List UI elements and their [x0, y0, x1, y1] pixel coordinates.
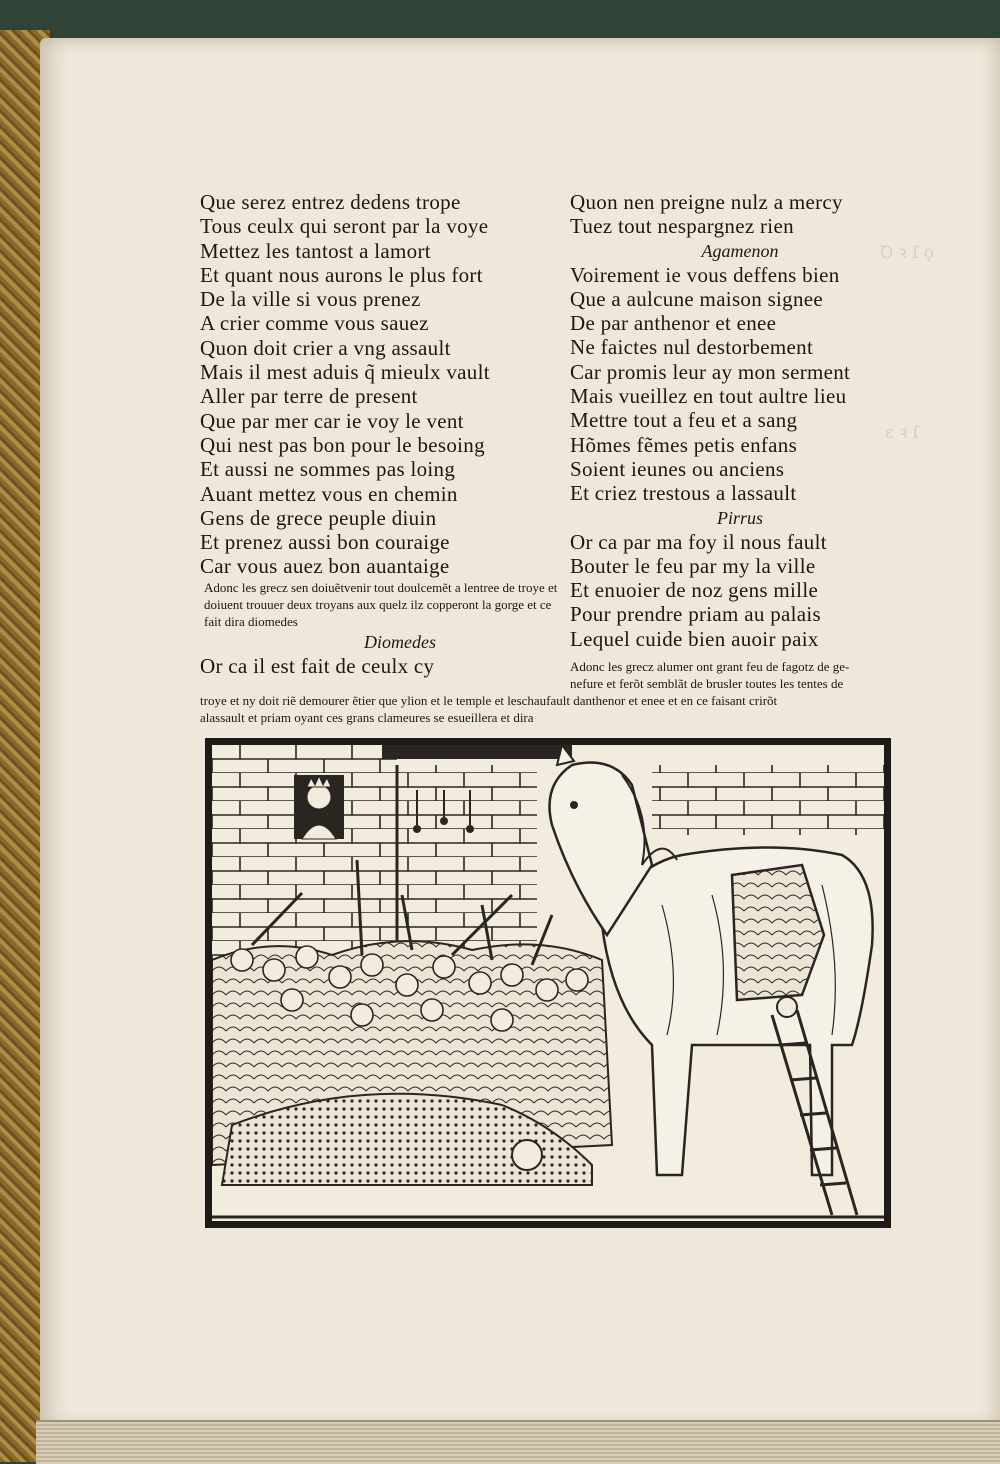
verse-line: Lequel cuide bien auoir paix — [570, 626, 819, 651]
stage-direction-wide — [200, 658, 930, 726]
verse-line: Aller par terre de present — [200, 384, 418, 409]
stage-line: troye et ny doit riẽ demourer ẽtier que ylion et le temple et leschaufault danthenor et enee et en ce faisant crirõt — [200, 693, 778, 708]
verse-line: Que a aulcune maison signee — [570, 286, 824, 311]
verse-line: Quon nen preigne nulz a mercy — [570, 190, 843, 214]
verse-line: Auant mettez vous en chemin — [200, 481, 458, 506]
verse-line: Car promis leur ay mon serment — [570, 359, 851, 384]
verse-line: Bouter le feu par my la ville — [570, 553, 816, 578]
page-edges — [36, 1420, 1000, 1464]
stage-line: Adonc les grecz alumer ont grant feu de fagotz de ge- — [570, 659, 850, 674]
descending-soldier — [777, 997, 797, 1017]
verse-line: De la ville si vous prenez — [200, 287, 421, 312]
bleed-through-text: ɛ ꝛ ſ — [885, 423, 919, 443]
speaker-name-pirrus: Pirrus — [716, 507, 763, 528]
verse-line: Or ca par ma foy il nous fault — [570, 529, 827, 554]
verse-line: Quon doit crier a vng assault — [200, 335, 451, 360]
verse-line: Que par mer car ie voy le vent — [200, 408, 464, 433]
verse-line: Tous ceulx qui seront par la voye — [200, 214, 489, 239]
verse-line: Et enuoier de noz gens mille — [570, 578, 819, 603]
verse-line: Soient ieunes ou anciens — [570, 456, 785, 481]
king-priam-figure — [307, 785, 331, 809]
verse-line: Et aussi ne sommes pas loing — [200, 457, 456, 482]
stage-direction: Adonc les grecz sen doiuẽtvenir tout doulcemẽt a lentree de troye et doiuent trouuer deux troyans aux quelz ilz copperont la gorge et ce fait dira diomedes — [204, 579, 558, 629]
verse-line: Mettre tout a feu et a sang — [570, 408, 798, 433]
left-column — [200, 190, 560, 678]
verse-line: Car vous auez bon auantaige — [200, 554, 450, 579]
verse-line: Et prenez aussi bon couraige — [200, 530, 450, 555]
verse-line: Qui nest pas bon pour le besoing — [200, 432, 485, 457]
verse-line: Pour prendre priam au palais — [570, 602, 821, 627]
woodcut-illustration — [205, 738, 891, 1228]
speaker-name-diomedes: Diomedes — [364, 631, 436, 652]
verse-line: Gens de grece peuple diuin — [200, 505, 437, 530]
stage-line: alassault et priam oyant ces grans clameures se esueillera et dira — [200, 710, 534, 725]
verse-line: De par anthenor et enee — [570, 311, 777, 336]
verse-line: Tuez tout nespargnez rien — [570, 214, 794, 239]
stage-line: nefure et ferõt semblãt de brusler toutes les tentes de — [570, 676, 844, 691]
verse-line: A crier comme vous sauez — [200, 311, 429, 336]
verse-line: Mais vueillez en tout aultre lieu — [570, 384, 847, 409]
verse-line: Hõmes fẽmes petis enfans — [570, 432, 798, 457]
speaker-name-agamenon: Agamenon — [701, 240, 779, 261]
verse-line: Et quant nous aurons le plus fort — [200, 262, 483, 287]
verse-line: Or ca il est fait de ceulx cy — [200, 653, 435, 678]
city-wall-right — [652, 765, 884, 835]
verse-line: Et criez trestous a lassault — [570, 481, 797, 506]
verse-line: Que serez entrez dedens trope — [200, 190, 461, 214]
verse-line: Mettez les tantost a lamort — [200, 238, 431, 263]
trojan-horse-woodcut — [212, 745, 884, 1221]
verse-line: Ne faictes nul destorbement — [570, 335, 814, 360]
bleed-through-text: Ꝺ ꝛ ſ ǫ — [880, 243, 935, 263]
verse-line: Mais il mest aduis q̃ mieulx vault — [200, 360, 490, 385]
right-column — [570, 190, 910, 651]
verse-line: Voirement ie vous deffens bien — [570, 262, 840, 287]
